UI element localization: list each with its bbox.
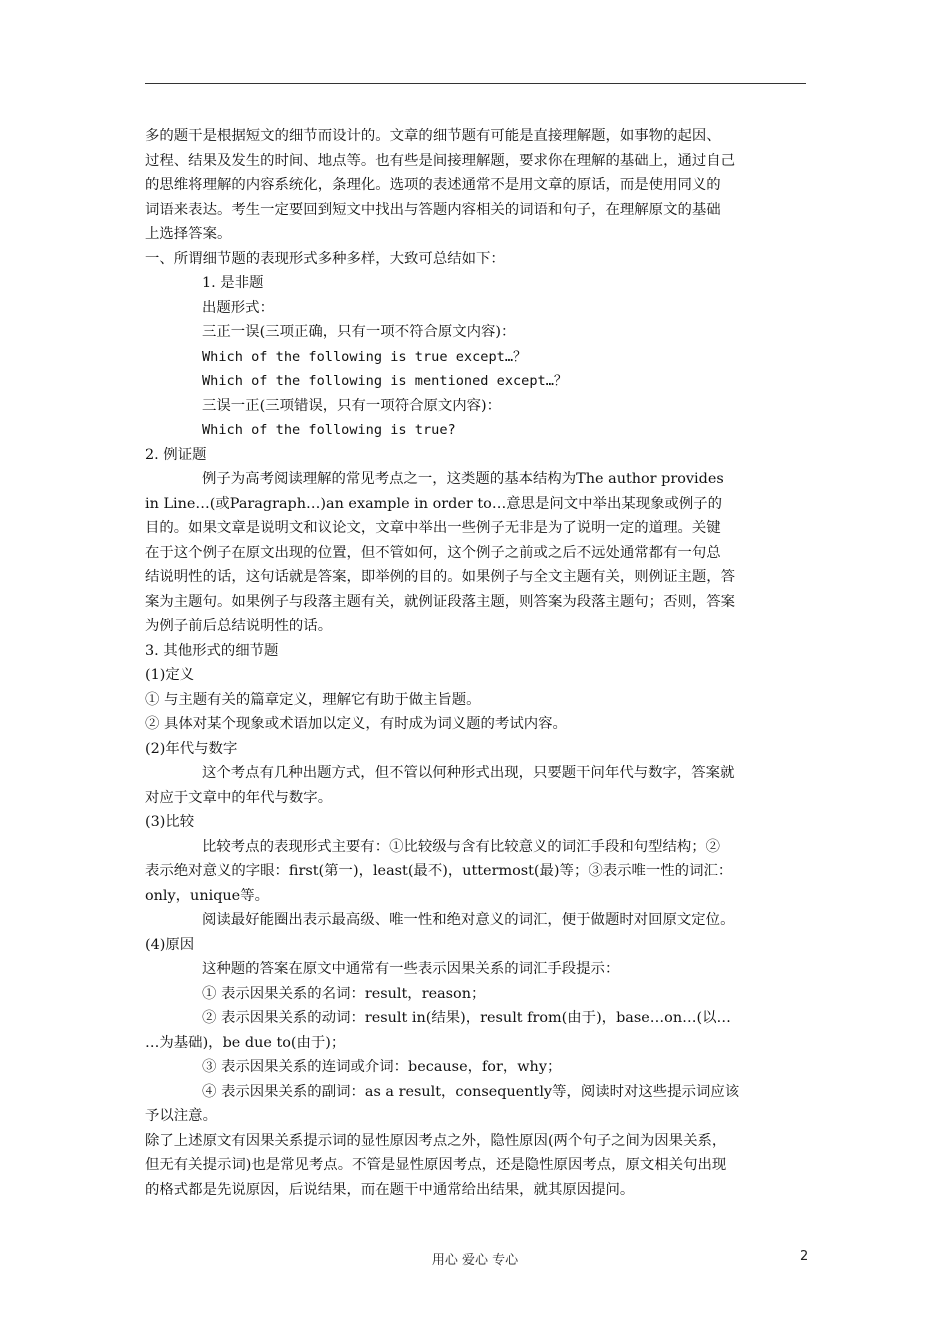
text-line: 例子为高考阅读理解的常见考点之一，这类题的基本结构为The author provides — [202, 471, 724, 487]
text-line: 目的。如果文章是说明文和议论文，文章中举出一些例子无非是为了说明一定的道理。关键 — [145, 520, 721, 536]
text-line: 案为主题句。如果例子与段落主题有关，就例证段落主题，则答案为段落主题句；否则，答案 — [145, 593, 736, 610]
list-item: ③ 表示因果关系的连词或介词：because，for，why； — [202, 1059, 562, 1075]
subsection-heading: 1. 是非题 — [202, 275, 264, 291]
text-line: 三正一误(三项正确，只有一项不符合原文内容)： — [202, 324, 516, 340]
list-item: ② 具体对某个现象或术语加以定义，有时成为词义题的考试内容。 — [145, 716, 567, 732]
text-line: 阅读最好能圈出表示最高级、唯一性和绝对意义的词汇，便于做题时对回原文定位。 — [202, 912, 735, 928]
subsection-heading: 3. 其他形式的细节题 — [145, 642, 279, 659]
text-line: 为例子前后总结说明性的话。 — [145, 618, 333, 634]
page-number: 2 — [800, 1249, 809, 1264]
text-line: 除了上述原文有因果关系提示词的显性原因考点之外，隐性原因(两个句子之间为因果关系， — [145, 1132, 727, 1149]
list-item: ① 表示因果关系的名词：result，reason； — [202, 985, 486, 1002]
subsection-heading: (2)年代与数字 — [145, 740, 238, 757]
text-line: 但无有关提示词)也是常见考点。不管是显性原因考点，还是隐性原因考点，原文相关句出现 — [145, 1157, 727, 1173]
header-rule — [145, 83, 806, 84]
example-question: Which of the following is true? — [202, 422, 456, 438]
text-line: 三误一正(三项错误，只有一项符合原文内容)： — [202, 397, 502, 414]
text-line: …为基础)，be due to(由于)； — [145, 1034, 346, 1051]
text-line: 这种题的答案在原文中通常有一些表示因果关系的词汇手段提示： — [202, 961, 620, 977]
text-line: 出题形式： — [202, 299, 274, 316]
text-line: 对应于文章中的年代与数字。 — [145, 789, 333, 806]
example-question: Which of the following is true except…？ — [202, 348, 527, 365]
list-item: ① 与主题有关的篇章定义，理解它有助于做主旨题。 — [145, 691, 481, 708]
section-heading: 一、所谓细节题的表现形式多种多样，大致可总结如下： — [145, 250, 505, 267]
text-line: 予以注意。 — [145, 1108, 217, 1124]
text-line: 词语来表达。考生一定要回到短文中找出与答题内容相关的词语和句子，在理解原文的基础 — [145, 201, 721, 218]
text-line: 比较考点的表现形式主要有：①比较级与含有比较意义的词汇手段和句型结构；② — [202, 838, 721, 855]
subsection-heading: (3)比较 — [145, 814, 195, 830]
text-line: 上选择答案。 — [145, 226, 232, 242]
subsection-heading: 2. 例证题 — [145, 446, 207, 463]
document-body — [145, 124, 807, 1202]
text-line: 表示绝对意义的字眼：first(第一)，least(最不)，uttermost(最)等；③表示唯一性的词汇： — [145, 863, 733, 879]
example-question: Which of the following is mentioned except…？ — [202, 373, 568, 389]
subsection-heading: (4)原因 — [145, 936, 195, 953]
text-line: 在于这个例子在原文出现的位置，但不管如何，这个例子之前或之后不远处通常都有一句总 — [145, 544, 721, 561]
text-line: 的思维将理解的内容系统化，条理化。选项的表述通常不是用文章的原话，而是使用同义的 — [145, 177, 721, 193]
subsection-heading: (1)定义 — [145, 667, 195, 683]
list-item: ② 表示因果关系的动词：result in(结果)，result from(由于)，base…on…(以… — [202, 1010, 731, 1026]
text-line: 结说明性的话，这句话就是答案，即举例的目的。如果例子与全文主题有关，则例证主题，答 — [145, 569, 736, 585]
page-footer — [0, 1249, 950, 1269]
text-line: only，unique等。 — [145, 887, 269, 904]
text-line: 的格式都是先说原因，后说结果，而在题干中通常给出结果，就其原因提问。 — [145, 1181, 635, 1198]
text-line: 过程、结果及发生的时间、地点等。也有些是间接理解题，要求你在理解的基础上，通过自己 — [145, 152, 736, 169]
text-line: 多的题干是根据短文的细节而设计的。文章的细节题有可能是直接理解题，如事物的起因、 — [145, 128, 721, 144]
list-item: ④ 表示因果关系的副词：as a result，consequently等，阅读时对这些提示词应该 — [202, 1083, 740, 1100]
footer-text: 用心 爱心 专心 — [431, 1253, 519, 1268]
text-line: in Line…(或Paragraph…)an example in order to…意思是问文中举出某现象或例子的 — [145, 495, 723, 512]
text-line: 这个考点有几种出题方式，但不管以何种形式出现，只要题干问年代与数字，答案就 — [202, 765, 735, 781]
